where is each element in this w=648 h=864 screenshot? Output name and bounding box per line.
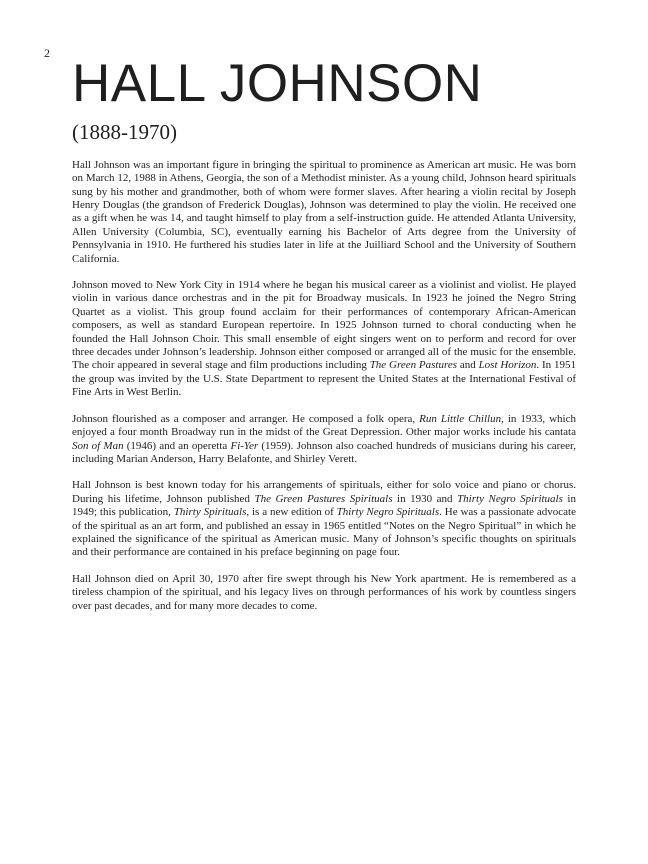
text-run: . In 1951 the group was invited by the U.S. State Department to represent the United States at the International Festival of Fine Arts in West Berlin. bbox=[72, 359, 576, 399]
text-run: in 1949; this publication, bbox=[72, 492, 576, 519]
text-run: , in 1933, which enjoyed a four month Broadway run in the midst of the Great Depression. Other major works include his cantata bbox=[72, 412, 576, 439]
italic-text-run: Run Little Chillun bbox=[419, 412, 502, 425]
italic-text-run: Thirty Spirituals bbox=[173, 506, 247, 519]
italic-text-run: Lost Horizon bbox=[478, 359, 537, 372]
page-content bbox=[72, 56, 576, 626]
text-run: . He was a passionate advocate of the spiritual as an art form, and published an essay in 1965 entitled “Notes on the Negro Spiritual” in which he explained the significance of the spiritual as American music. Many of Johnson’s specific thoughts on spirituals and their performance are contained in his preface beginning on page four. bbox=[72, 506, 576, 559]
paragraph bbox=[72, 413, 576, 467]
paragraph bbox=[72, 279, 576, 400]
text-run: in 1930 and bbox=[392, 492, 458, 505]
text-run: and bbox=[457, 359, 479, 372]
italic-text-run: Son of Man bbox=[72, 439, 124, 452]
page-title: HALL JOHNSON bbox=[72, 54, 483, 113]
text-run: Hall Johnson was an important figure in bringing the spiritual to prominence as American art music. He was born on March 12, 1988 in Athens, Georgia, the son of a Methodist minister. As a young child, Johnson heard spirituals sung by his mother and grandmother, both of whom were former slaves. After hearing a violin recital by Joseph Henry Douglas (the grandson of Frederick Douglas), Johnson was determined to play the violin. He received one as a gift when he was 14, and taught himself to play from a self-instruction guide. He attended Atlanta University, Allen University (Columbia, SC), eventually earning his Bachelor of Arts degree from the University of Pennsylvania in 1910. He furthered his studies later in life at the Juilliard School and the University of Southern California. bbox=[72, 158, 576, 265]
text-run: , is a new edition of bbox=[246, 506, 337, 519]
paragraph bbox=[72, 573, 576, 613]
text-run: (1959). Johnson also coached hundreds of musicians during his career, including Marian Anderson, Harry Belafonte, and Shirley Verett. bbox=[72, 439, 577, 465]
italic-text-run: The Green Pastures bbox=[369, 359, 458, 372]
paragraph bbox=[72, 479, 576, 559]
text-run: (1946) and an operetta bbox=[123, 439, 231, 452]
italic-text-run: The Green Pastures Spirituals bbox=[254, 492, 393, 505]
page-number: 2 bbox=[44, 46, 50, 60]
italic-text-run: Fi-Yer bbox=[230, 439, 259, 452]
paragraph bbox=[72, 159, 576, 266]
italic-text-run: Thirty Negro Spirituals bbox=[336, 506, 440, 519]
text-run: Johnson moved to New York City in 1914 where he began his musical career as a violinist and violist. He played violin in various dance orchestras and in the pit for Broadway musicals. In 1923 he joined the Negro String Quartet as a violist. This group found acclaim for their performances of contemporary African-American composers, as well as standard European repertoire. In 1925 Johnson turned to choral conducting when he founded the Hall Johnson Choir. This small ensemble of eight singers went on to perform and record for over three decades under Johnson’s leadership. Johnson either composed or arranged all of the music for the ensemble. The choir appeared in several stage and film productions including bbox=[72, 279, 576, 372]
text-run: Hall Johnson died on April 30, 1970 after fire swept through his New York apartment. He is remembered as a tireless champion of the spiritual, and his legacy lives on through performances of his work by countless singers over past decades, and for many more decades to come. bbox=[72, 572, 576, 612]
text-run: Johnson flourished as a composer and arranger. He composed a folk opera, bbox=[72, 412, 420, 425]
page-subtitle: (1888-1970) bbox=[72, 119, 177, 144]
biography-text bbox=[72, 159, 576, 613]
text-run: Hall Johnson is best known today for his arrangements of spirituals, either for solo voice and piano or chorus. During his lifetime, Johnson published bbox=[72, 479, 576, 505]
italic-text-run: Thirty Negro Spirituals bbox=[457, 492, 563, 505]
